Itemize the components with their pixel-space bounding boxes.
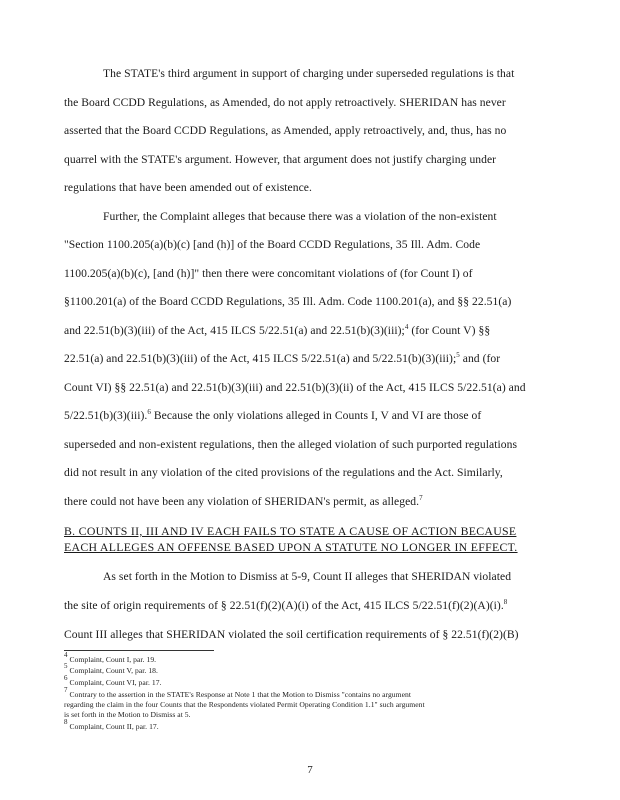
paragraph-2-line-7: Count VI) §§ 22.51(a) and 22.51(b)(3)(iii) and 22.51(b)(3)(ii) of the Act, 415 ILCS 5/22.51(a) and (64, 381, 526, 394)
paragraph-1-line-1: The STATE's third argument in support of charging under superseded regulations is that (103, 67, 515, 80)
paragraph-2-line-11 (64, 495, 423, 509)
paragraph-3-line-2 (64, 599, 507, 613)
paragraph-2-line-10: did not result in any violation of the cited provisions of the regulations and the Act. Similarly, (64, 466, 503, 479)
footnote-ref-5: 5 (456, 351, 460, 359)
footnote-6-marker: 6 (64, 674, 68, 682)
footnote-7 (64, 686, 412, 699)
paragraph-2-line-8-text: 5/22.51(b)(3)(iii). (64, 409, 148, 422)
paragraph-2-line-9: superseded and non-existent regulations, then the alleged violation of such purported regulations (64, 438, 518, 451)
footnote-4 (64, 651, 157, 664)
footnote-8 (64, 718, 159, 731)
paragraph-1-line-5: regulations that have been amended out of existence. (64, 181, 312, 194)
paragraph-2-line-5 (64, 324, 490, 338)
footnote-4-text: Complaint, Count I, par. 19. (69, 655, 157, 664)
page-number: 7 (307, 764, 313, 776)
footnote-7-line-3: is set forth in the Motion to Dismiss at 5. (64, 710, 191, 719)
footnote-ref-8: 8 (503, 598, 508, 606)
footnote-6 (64, 674, 162, 687)
paragraph-2-line-3: 1100.205(a)(b)(c), [and (h)]" then there were concomitant violations of (for Count I) of (64, 267, 473, 280)
paragraph-2-line-1: Further, the Complaint alleges that because there was a violation of the non-existent (103, 210, 497, 223)
footnote-7-text-1: Contrary to the assertion in the STATE's Response at Note 1 that the Motion to Dismiss "contains no argument (69, 690, 412, 699)
paragraph-2-line-8-tail: Because the only violations alleged in Counts I, V and VI are those of (150, 409, 482, 422)
footnote-7-marker: 7 (64, 686, 68, 694)
footnote-4-marker: 4 (64, 651, 68, 659)
footnote-ref-4: 4 (404, 323, 409, 331)
paragraph-3-line-1: As set forth in the Motion to Dismiss at 5-9, Count II alleges that SHERIDAN violated (103, 570, 512, 583)
paragraph-2-line-6 (64, 352, 500, 366)
paragraph-2-line-6-text: 22.51(a) and 22.51(b)(3)(iii) of the Act, 415 ILCS 5/22.51(a) and 5/22.51(b)(3)(iii); (64, 352, 457, 365)
paragraph-2-line-4: §1100.201(a) of the Board CCDD Regulations, 35 Ill. Adm. Code 1100.201(a), and §§ 22.51(a) (64, 295, 512, 308)
paragraph-2-line-8 (64, 409, 481, 423)
paragraph-1-line-3: asserted that the Board CCDD Regulations, as Amended, apply retroactively, and, thus, has no (64, 124, 507, 137)
paragraph-1-line-2: the Board CCDD Regulations, as Amended, do not apply retroactively. SHERIDAN has never (64, 96, 506, 109)
footnote-5 (64, 662, 158, 675)
section-heading-line-2: EACH ALLEGES AN OFFENSE BASED UPON A STATUTE NO LONGER IN EFFECT. (64, 540, 518, 554)
footnote-separator (64, 650, 214, 651)
footnote-8-text: Complaint, Count II, par. 17. (69, 722, 159, 731)
paragraph-2-line-2: "Section 1100.205(a)(b)(c) [and (h)] of the Board CCDD Regulations, 35 Ill. Adm. Code (64, 238, 481, 251)
footnote-8-marker: 8 (64, 718, 68, 726)
paragraph-3-line-3: Count III alleges that SHERIDAN violated the soil certification requirements of § 22.51(f)(2)(B) (64, 628, 519, 641)
paragraph-1-line-4: quarrel with the STATE's argument. However, that argument does not justify charging under (64, 153, 497, 166)
footnote-6-text: Complaint, Count VI, par. 17. (69, 678, 162, 687)
footnote-5-text: Complaint, Count V, par. 18. (69, 666, 158, 675)
paragraph-2-line-11-text: there could not have been any violation of SHERIDAN's permit, as alleged. (64, 495, 420, 508)
paragraph-3-line-2-text: the site of origin requirements of § 22.51(f)(2)(A)(i) of the Act, 415 ILCS 5/22.51(f)(2)(A)(i). (64, 599, 504, 612)
section-heading-line-1: B. COUNTS II, III AND IV EACH FAILS TO STATE A CAUSE OF ACTION BECAUSE (64, 524, 517, 538)
footnote-ref-6: 6 (147, 408, 151, 416)
footnote-5-marker: 5 (64, 662, 68, 670)
paragraph-2-line-5-text: and 22.51(b)(3)(iii) of the Act, 415 ILCS 5/22.51(a) and 22.51(b)(3)(iii); (64, 324, 405, 337)
footnote-ref-7: 7 (419, 494, 423, 502)
paragraph-2-line-5-tail: (for Count V) §§ (408, 324, 491, 337)
paragraph-2-line-6-tail: and (for (459, 352, 501, 365)
footnote-7-line-2: regarding the claim in the four Counts that the Respondents violated Permit Operating Condition 1.1" such argument (64, 700, 425, 709)
